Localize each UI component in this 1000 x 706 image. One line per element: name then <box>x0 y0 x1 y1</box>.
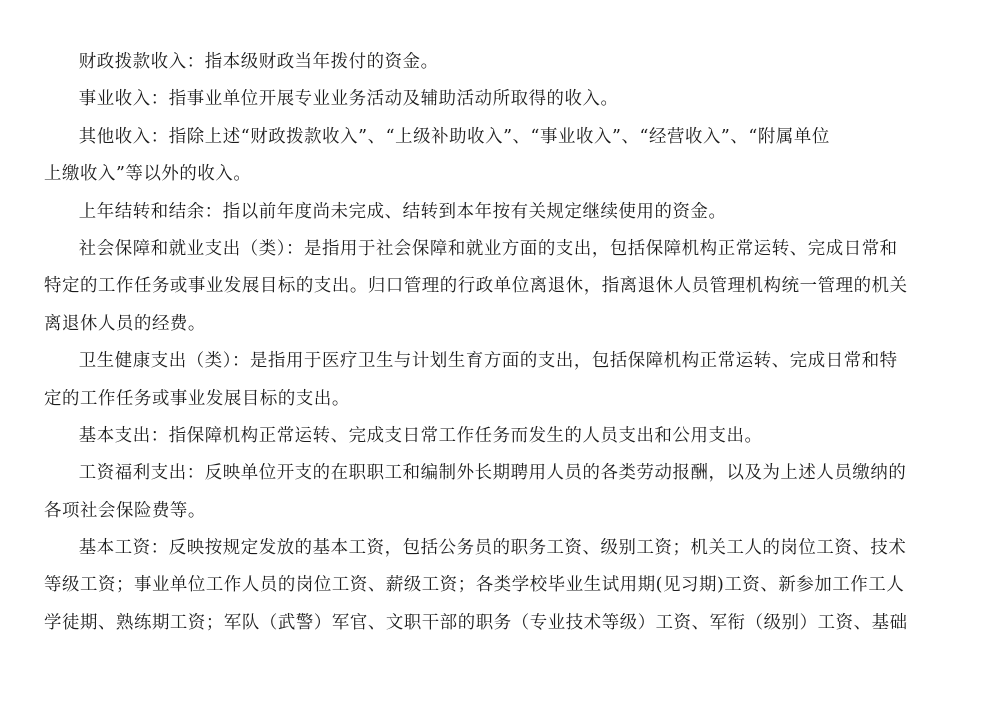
text-line: 上缴收入”等以外的收入。 <box>44 164 252 185</box>
paragraph-social-security-expenditure <box>44 231 960 343</box>
text-line: 事业收入：指事业单位开展专业业务活动及辅助活动所取得的收入。 <box>78 89 619 110</box>
text-line: 其他收入：指除上述“财政拨款收入”、“上级补助收入”、“事业收入”、“经营收入”、“附属单位 <box>78 126 830 147</box>
text-line: 各项社会保险费等。 <box>44 500 206 521</box>
text-line: 等级工资；事业单位工作人员的岗位工资、薪级工资；各类学校毕业生试用期(见习期)工资、新参加工作工人 <box>44 575 905 596</box>
text-line: 学徒期、熟练期工资；军队（武警）军官、文职干部的职务（专业技术等级）工资、军衔（级别）工资、基础 <box>44 612 908 633</box>
text-line: 上年结转和结余：指以前年度尚未完成、结转到本年按有关规定继续使用的资金。 <box>78 201 727 222</box>
text-line: 特定的工作任务或事业发展目标的支出。归口管理的行政单位离退休，指离退休人员管理机构统一管理的机关 <box>44 276 908 297</box>
text-line: 基本工资：反映按规定发放的基本工资，包括公务员的职务工资、级别工资；机关工人的岗位工资、技术 <box>78 538 907 559</box>
paragraph-wages-benefits <box>44 455 960 530</box>
text-line: 财政拨款收入：指本级财政当年拨付的资金。 <box>78 52 439 72</box>
paragraph-other-income <box>44 119 960 194</box>
top-margin <box>44 0 960 44</box>
paragraph-fiscal-appropriation-income <box>44 44 960 81</box>
text-line: 卫生健康支出（类）：是指用于医疗卫生与计划生育方面的支出，包括保障机构正常运转、完成日常和特 <box>78 351 898 372</box>
paragraph-health-expenditure <box>44 343 960 418</box>
paragraph-business-income <box>44 81 960 118</box>
paragraph-carryover-balance <box>44 194 960 231</box>
text-line: 基本支出：指保障机构正常运转、完成支日常工作任务而发生的人员支出和公用支出。 <box>78 425 763 446</box>
text-line: 离退休人员的经费。 <box>44 313 206 334</box>
paragraph-basic-wages <box>44 530 960 642</box>
document-page <box>44 0 960 642</box>
text-line: 工资福利支出：反映单位开支的在职职工和编制外长期聘用人员的各类劳动报酬，以及为上述人员缴纳的 <box>78 463 907 484</box>
text-line: 定的工作任务或事业发展目标的支出。 <box>44 388 350 409</box>
paragraph-basic-expenditure <box>44 418 960 455</box>
text-line: 社会保障和就业支出（类）：是指用于社会保障和就业方面的支出，包括保障机构正常运转、完成日常和 <box>78 238 898 259</box>
